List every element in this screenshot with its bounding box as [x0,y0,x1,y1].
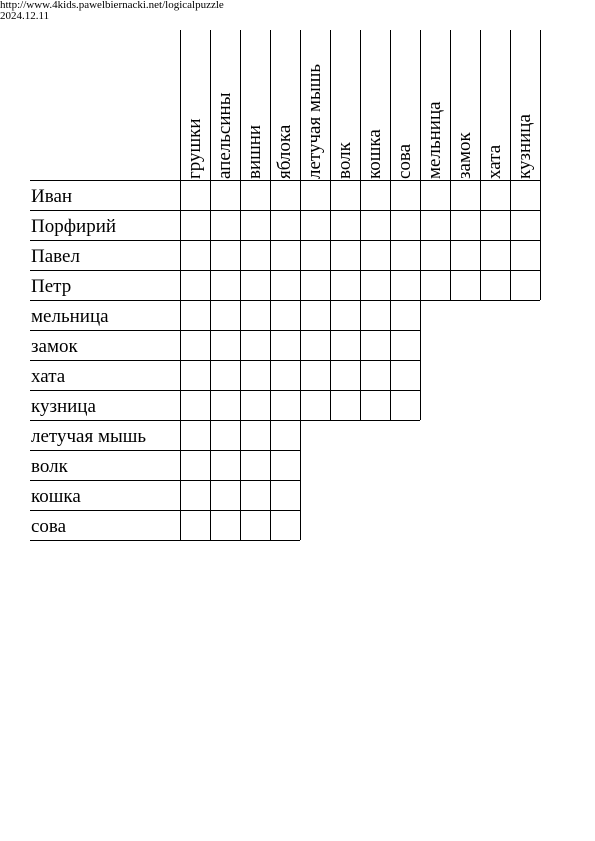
puzzle-cell[interactable] [241,361,271,391]
column-header-label: кузница [514,114,535,179]
puzzle-cell[interactable] [241,451,271,481]
column-header-label: волк [334,142,355,179]
puzzle-cell[interactable] [211,391,241,421]
puzzle-cell[interactable] [301,211,331,241]
puzzle-cell[interactable] [391,331,421,361]
puzzle-cell[interactable] [181,241,211,271]
puzzle-cell[interactable] [241,301,271,331]
puzzle-cell[interactable] [511,181,541,211]
puzzle-cell[interactable] [241,391,271,421]
puzzle-cell[interactable] [241,421,271,451]
column-header-label: замок [454,132,475,179]
row-label: Иван [31,186,73,207]
puzzle-cell[interactable] [451,271,481,301]
row-label: Порфирий [31,216,117,237]
puzzle-cell[interactable] [421,211,451,241]
puzzle-cell[interactable] [271,391,301,421]
puzzle-cell[interactable] [301,391,331,421]
puzzle-cell[interactable] [271,481,301,511]
column-header-label: яблока [274,124,295,179]
puzzle-cell[interactable] [331,241,361,271]
puzzle-cell[interactable] [361,271,391,301]
column-header-label: мельница [424,101,445,179]
puzzle-cell[interactable] [331,211,361,241]
puzzle-cell[interactable] [241,271,271,301]
puzzle-cell[interactable] [241,481,271,511]
puzzle-cell[interactable] [391,361,421,391]
puzzle-cell[interactable] [481,271,511,301]
puzzle-cell[interactable] [331,271,361,301]
puzzle-cell[interactable] [511,211,541,241]
print-date: 2024.12.11 [0,10,50,22]
puzzle-cell[interactable] [271,241,301,271]
column-header-label: апельсины [214,92,235,179]
puzzle-cell[interactable] [331,391,361,421]
puzzle-cell[interactable] [331,301,361,331]
puzzle-cell[interactable] [211,211,241,241]
puzzle-cell[interactable] [211,511,241,541]
puzzle-cell[interactable] [331,361,361,391]
puzzle-cell[interactable] [361,301,391,331]
puzzle-cell[interactable] [181,451,211,481]
puzzle-cell[interactable] [211,421,241,451]
puzzle-cell[interactable] [271,331,301,361]
puzzle-cell[interactable] [211,181,241,211]
puzzle-cell[interactable] [361,181,391,211]
puzzle-cell[interactable] [421,271,451,301]
puzzle-cell[interactable] [181,481,211,511]
puzzle-cell[interactable] [181,391,211,421]
puzzle-cell[interactable] [451,241,481,271]
puzzle-cell[interactable] [391,301,421,331]
puzzle-cell[interactable] [361,241,391,271]
row-label: Петр [31,276,72,297]
puzzle-cell[interactable] [361,331,391,361]
puzzle-cell[interactable] [361,361,391,391]
puzzle-cell[interactable] [331,181,361,211]
puzzle-cell[interactable] [211,241,241,271]
puzzle-cell[interactable] [181,511,211,541]
puzzle-cell[interactable] [481,181,511,211]
row-label: летучая мышь [31,426,147,447]
puzzle-cell[interactable] [301,361,331,391]
puzzle-cell[interactable] [181,211,211,241]
puzzle-cell[interactable] [481,241,511,271]
puzzle-cell[interactable] [391,241,421,271]
puzzle-cell[interactable] [421,241,451,271]
puzzle-cell[interactable] [181,271,211,301]
puzzle-cell[interactable] [391,391,421,421]
puzzle-cell[interactable] [211,301,241,331]
row-label: волк [31,456,68,477]
puzzle-cell[interactable] [241,511,271,541]
puzzle-cell[interactable] [511,241,541,271]
puzzle-cell[interactable] [181,331,211,361]
puzzle-cell[interactable] [271,181,301,211]
row-label: сова [31,516,67,537]
puzzle-cell[interactable] [181,361,211,391]
column-header-label: кошка [364,129,385,179]
source-url: http://www.4kids.pawelbiernacki.net/logicalpuzzle [0,0,224,11]
puzzle-cell[interactable] [181,181,211,211]
puzzle-cell[interactable] [391,211,421,241]
puzzle-cell[interactable] [211,481,241,511]
puzzle-cell[interactable] [271,361,301,391]
puzzle-cell[interactable] [271,301,301,331]
puzzle-cell[interactable] [271,271,301,301]
column-header-label: летучая мышь [304,63,325,179]
puzzle-cell[interactable] [361,211,391,241]
puzzle-cell[interactable] [301,241,331,271]
puzzle-cell[interactable] [301,331,331,361]
puzzle-cell[interactable] [271,421,301,451]
column-header-label: грушки [184,118,205,179]
puzzle-cell[interactable] [361,391,391,421]
puzzle-cell[interactable] [241,241,271,271]
row-label: хата [31,366,66,387]
row-label: мельница [31,306,109,327]
puzzle-cell[interactable] [511,271,541,301]
puzzle-cell[interactable] [241,211,271,241]
puzzle-cell[interactable] [211,271,241,301]
puzzle-cell[interactable] [481,211,511,241]
puzzle-cell[interactable] [271,451,301,481]
row-label: кошка [31,486,81,507]
puzzle-cell[interactable] [301,181,331,211]
puzzle-cell[interactable] [421,181,451,211]
row-label: кузница [31,396,96,417]
row-label: замок [31,336,78,357]
puzzle-cell[interactable] [451,181,481,211]
puzzle-cell[interactable] [301,271,331,301]
puzzle-cell[interactable] [181,421,211,451]
puzzle-cell[interactable] [391,271,421,301]
puzzle-cell[interactable] [331,331,361,361]
row-label: Павел [31,246,80,267]
column-header-label: сова [394,143,415,179]
puzzle-cell[interactable] [211,361,241,391]
puzzle-cell[interactable] [451,211,481,241]
puzzle-cell[interactable] [241,181,271,211]
puzzle-cell[interactable] [211,331,241,361]
puzzle-cell[interactable] [301,301,331,331]
column-header-label: вишни [244,124,265,179]
puzzle-cell[interactable] [181,301,211,331]
puzzle-cell[interactable] [271,211,301,241]
puzzle-cell[interactable] [391,181,421,211]
puzzle-cell[interactable] [241,331,271,361]
puzzle-cell[interactable] [211,451,241,481]
column-header-label: хата [484,144,505,179]
puzzle-cell[interactable] [271,511,301,541]
